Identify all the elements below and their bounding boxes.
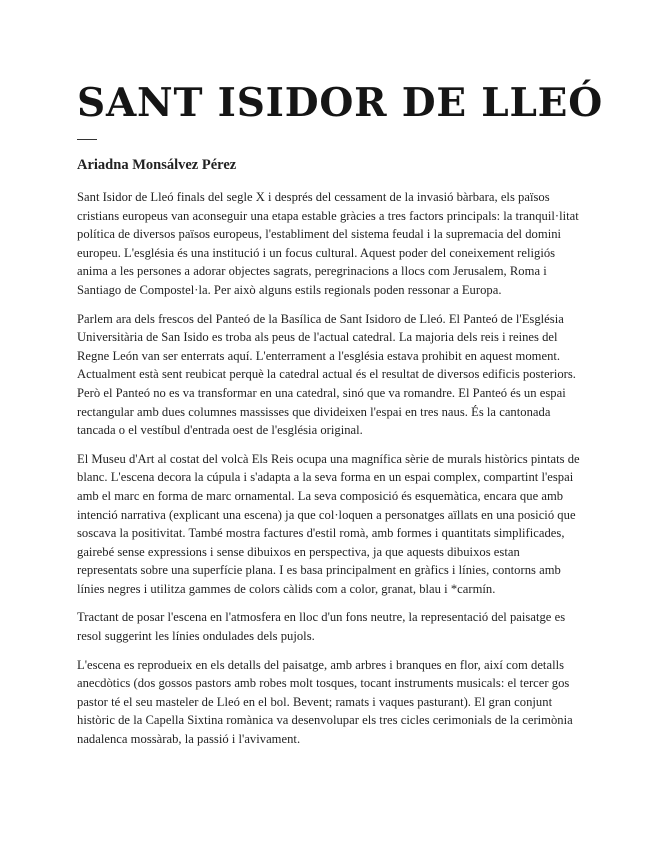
document-page <box>77 79 603 759</box>
paragraph: El Museu d'Art al costat del volcà Els Reis ocupa una magnífica sèrie de murals històrics pintats de blanc. L'escena decora la cúpula i s'adapta a la seva forma en un espai complex, compartint l'espai amb el marc en forma de marc ornamental. La seva composició és esquemàtica, encara que amb intenció narrativa (explicant una escena) ja que col·loquen a personatges aïllats en una posició que soscava la positivitat. També mostra factures d'estil romà, amb formes i quantitats simplificades, gairebé sense expressions i sense dibuixos en perspectiva, ja que aquests dibuixos estan representats sobre una superfície plana. I es basa principalment en gràfics i línies, contorns amb línies negres i utilitza gammes de colors càlids com a color, granat, blau i *carmín. <box>77 451 580 596</box>
paragraph: L'escena es reprodueix en els detalls del paisatge, amb arbres i branques en flor, així com detalls anecdòtics (dos gossos pastors amb robes molt tosques, tocant instruments musicals: el tercer gos pastor té el seu masteler de Lleó en el bol. Bevent; ramats i vaques pasturant). El gran conjunt històric de la Capella Sixtina romànica va desenvolupar els tres cicles cerimonials de la cerimònia nadalenca mossàrab, la passió i l'avivament. <box>77 657 573 747</box>
paragraph: Parlem ara dels frescos del Panteó de la Basílica de Sant Isidoro de Lleó. El Panteó de l'Església Universitària de San Isido es troba als peus de l'actual catedral. La majoria dels reis i reines del Regne León van ser enterrats aquí. L'enterrament a l'església estava prohibit en aquest moment. Actualment està sent reubicat perquè la catedral actual és el resultat de diversos edificis posteriors. Però el Panteó no es va transformar en una catedral, sinó que va romandre. El Panteó és un espai rectangular amb dues columnes massisses que divideixen l'espai en tres naus. És la cantonada tancada o el vestíbul d'entrada oest de l'església original. <box>77 311 576 438</box>
document-body <box>77 188 582 749</box>
title-divider <box>77 139 97 140</box>
paragraph: Sant Isidor de Lleó finals del segle X i després del cessament de la invasió bàrbara, els països cristians europeus van aconseguir una etapa estable gràcies a tres factors principals: la tranquil·litat política de diversos països europeus, l'establiment del sistema feudal i la supremacia del domini europeu. L'església és una institució i un focus cultural. Aquest poder del coneixement religiós anima a les persones a adorar objectes sagrats, peregrinacions a llocs com Jerusalem, Roma i Santiago de Compostel·la. Per això alguns estils regionals poden ressonar a Europa. <box>77 190 579 297</box>
author-name: Ariadna Monsálvez Pérez <box>77 157 237 173</box>
document-title: SANT ISIDOR DE LLEÓ <box>77 80 603 126</box>
paragraph: Tractant de posar l'escena en l'atmosfera en lloc d'un fons neutre, la representació del paisatge es resol suggerint les línies ondulades dels pujols. <box>77 610 566 644</box>
